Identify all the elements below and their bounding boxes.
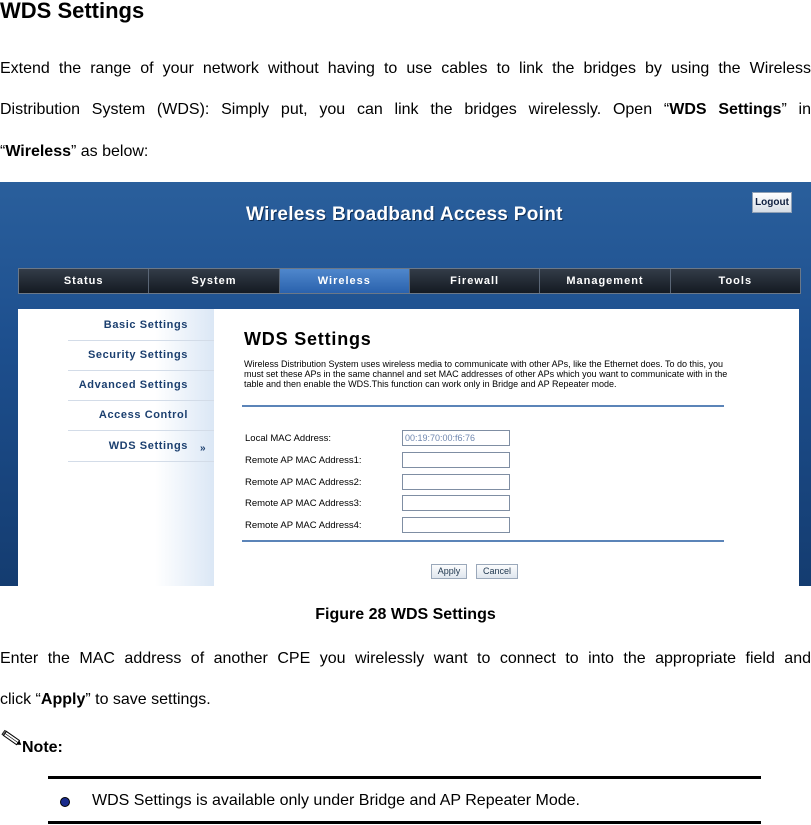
intro-line-2-bold: WDS Settings (669, 101, 782, 118)
banner-title: Wireless Broadband Access Point (246, 204, 563, 225)
side-menu (18, 309, 214, 586)
menu-divider (68, 430, 214, 431)
remote-mac-3-input[interactable] (402, 495, 510, 511)
menu-item-security-settings[interactable]: Security Settings (87, 349, 188, 361)
nav-bar (18, 268, 801, 294)
cancel-button[interactable]: Cancel (476, 564, 518, 579)
apply-button[interactable]: Apply (431, 564, 467, 579)
main-description: Wireless Distribution System uses wireless media to communicate with other APs, like the Ethernet does. To do this, you must set these APs in the same channel and set MAC addresses of other APs which you want to communicate with in the table and then enable the WDS.This function can work only in Bridge and AP Repeater mode. (244, 359, 728, 389)
intro-line-3-pre: “ (0, 143, 6, 160)
local-mac-label: Local MAC Address: (245, 433, 332, 444)
remote-mac-4-input[interactable] (402, 517, 510, 533)
nav-tab-management[interactable]: Management (540, 269, 670, 293)
remote-mac-2-label: Remote AP MAC Address2: (245, 477, 362, 488)
doc-title: WDS Settings (0, 0, 145, 23)
body-line-2 (0, 692, 811, 708)
nav-tab-tools[interactable]: Tools (718, 275, 753, 287)
menu-divider (68, 400, 214, 401)
nav-tab-system[interactable]: System (149, 269, 279, 293)
figure-caption: Figure 28 WDS Settings (315, 606, 496, 623)
intro-line-3 (0, 144, 811, 160)
main-heading: WDS Settings (244, 329, 372, 349)
bullet-icon (60, 797, 70, 807)
menu-item-advanced-settings[interactable]: Advanced Settings (78, 379, 188, 391)
body-line-2-bold: Apply (40, 691, 86, 708)
menu-item-wds-settings[interactable]: WDS Settings (108, 440, 188, 452)
remote-mac-1-label: Remote AP MAC Address1: (245, 455, 362, 466)
intro-line-2 (0, 102, 811, 118)
local-mac-input[interactable]: 00:19:70:00:f6:76 (402, 430, 510, 446)
note-label: Note: (22, 739, 63, 756)
intro-line-3-bold: Wireless (5, 143, 71, 160)
note-top-rule (48, 776, 761, 779)
body-line-2-pre: click “ (0, 691, 41, 708)
menu-item-access-control[interactable]: Access Control (98, 409, 188, 421)
section-divider (242, 405, 724, 407)
nav-tab-wireless[interactable]: Wireless (280, 269, 410, 293)
menu-divider (68, 461, 214, 462)
note-text: WDS Settings is available only under Bridge and AP Repeater Mode. (92, 792, 580, 809)
intro-line-1-text: Extend the range of your network without having to use cables to link the bridges by using the Wireless (0, 60, 811, 77)
body-line-2-post: ” to save settings. (85, 691, 211, 708)
body-line-1-text: Enter the MAC address of another CPE you wirelessly want to connect to into the appropriate field and (0, 650, 811, 667)
remote-mac-2-input[interactable] (402, 474, 510, 490)
remote-mac-4-label: Remote AP MAC Address4: (245, 520, 362, 531)
intro-line-2-post: ” in (781, 101, 811, 118)
section-divider (242, 540, 724, 542)
intro-line-2-pre: Distribution System (WDS): Simply put, you can link the bridges wirelessly. Open “ (0, 101, 670, 118)
double-arrow-icon: » (200, 443, 206, 454)
content-panel (18, 309, 799, 586)
nav-tab-firewall[interactable]: Firewall (410, 269, 540, 293)
remote-mac-3-label: Remote AP MAC Address3: (245, 498, 362, 509)
body-line-1 (0, 651, 811, 667)
logout-button[interactable]: Logout (752, 192, 792, 213)
intro-line-1 (0, 61, 811, 77)
menu-divider (68, 340, 214, 341)
intro-line-3-post: ” as below: (71, 143, 149, 160)
nav-tab-status[interactable]: Status (19, 269, 149, 293)
menu-item-basic-settings[interactable]: Basic Settings (103, 319, 188, 331)
menu-divider (68, 370, 214, 371)
remote-mac-1-input[interactable] (402, 452, 510, 468)
pencil-icon (0, 728, 24, 750)
note-bottom-rule (48, 821, 761, 824)
figure-screenshot (0, 182, 811, 586)
